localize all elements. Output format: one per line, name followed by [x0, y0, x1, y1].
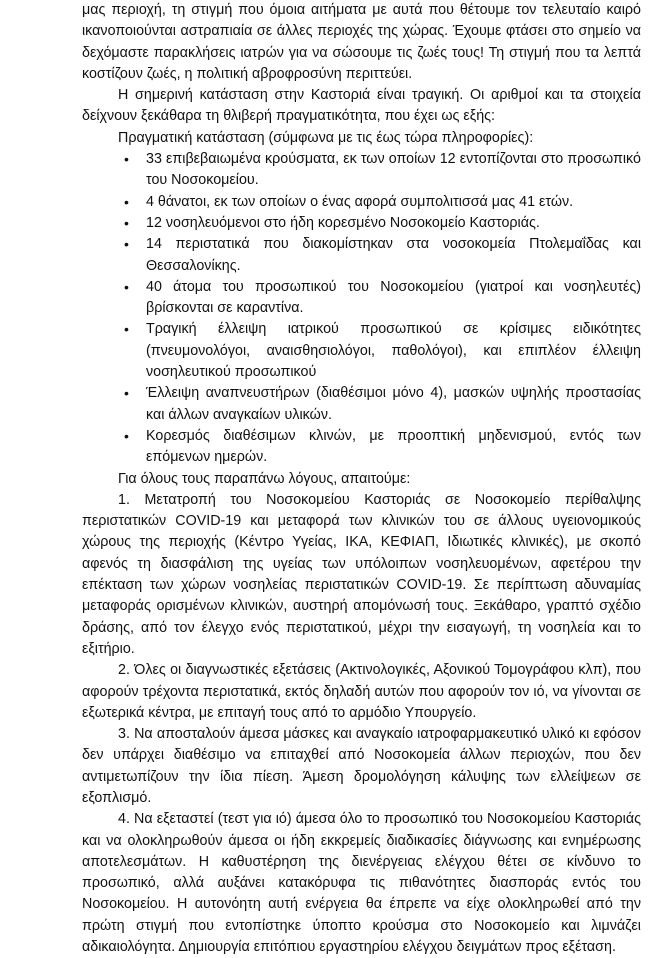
list-item: • 33 επιβεβαιωμένα κρούσματα, εκ των οποίων 12 εντοπίζονται στο προσωπικό του Νοσοκομείου.: [124, 151, 641, 189]
demand-paragraph-2: 2. Όλες οι διαγνωστικές εξετάσεις (Ακτινολογικές, Αξονικού Τομογράφου κλπ), που αφορούν τρέχοντα περιστατικά, εκτός δηλαδή αυτών που αφορούν τον ιό, να γίνονται σε εξωτερικά κέντρα, με επιταγή τους από το αρμόδιο Υπουργείο.: [82, 662, 641, 721]
demands-heading: Για όλους τους παραπάνω λόγους, απαιτούμε:: [118, 470, 411, 487]
list-item: • 40 άτομα του προσωπικού του Νοσοκομείου (γιατροί και νοσηλευτές) βρίσκονται σε καραντίνα.: [124, 278, 641, 317]
list-item: • Κορεσμός διαθέσιμων κλινών, με προοπτική μηδενισμού, εντός των επόμενων ημερών.: [124, 427, 641, 466]
bullet-icon: •: [124, 278, 129, 295]
situation-list: [0, 149, 650, 468]
demand-paragraph-4: 4. Να εξεταστεί (τεστ για ιό) άμεσα όλο το προσωπικό του Νοσοκομείου Καστοριάς και να ολοκληρωθούν άμεσα οι ήδη εκκρεμείς διαδικασίες διάγνωσης και ενημέρωσης αποτελεσμάτων. Η καθυστέρηση της διενέργειας ελέγχου θέτει σε κίνδυνο το προσωπικό, αλλά αυξάνει κατακόρυφα τις πιθανότητες διασποράς εντός του Νοσοκομείου. Η αυτονόητη αυτή ενέργεια θα έπρεπε να είχε ολοκληρωθεί από την πρώτη στιγμή που εντοπίστηκε ύποπτο κρούσμα στο Νοσοκομείο και λιμνάζει αδικαιολόγητα. Δημιουργία επιτόπιου εργαστηρίου ελέγχου δειγμάτων προς εξέταση.: [82, 811, 641, 956]
bullet-icon: •: [124, 193, 129, 210]
list-item: • 14 περιστατικά που διακομίστηκαν στα νοσοκομεία Πτολεμαΐδας και Θεσσαλονίκης.: [124, 236, 641, 274]
bullet-icon: •: [124, 385, 129, 402]
situation-paragraph: Η σημερινή κατάσταση στην Καστοριά είναι τραγική. Οι αριθμοί και τα στοιχεία δείχνουν ξεκάθαρα τη θλιβερή πραγματικότητα, που έχει ως εξής:: [82, 87, 641, 125]
demand-paragraph-1: 1. Μετατροπή του Νοσοκομείου Καστοριάς σε Νοσοκομείο περίθαλψης περιστατικών COVID-19 και μεταφορά των κλινικών του σε άλλους υγειονομικούς χώρους της περιοχής (Κέντρο Υγείας, ΙΚΑ, ΚΕΦΙΑΠ, Ιδιωτικές κλινικές), με σκοπό αφενός τη διασφάλιση της υγείας των υπόλοιπων νοσηλευομένων, αφετέρου την επέκταση των χώρων νοσηλείας περιστατικών COVID-19. Σε περίπτωση αδυναμίας μεταφοράς ορισμένων κλινικών, αυστηρή απομόνωσή τους. Ξεκάθαρο, γραπτό σχέδιο δράσης, από τον έλεγχο ενός περιστατικού, μέχρι την εισαγωγή, τη νοσηλεία και το εξιτήριο.: [82, 491, 641, 657]
bullet-icon: •: [124, 427, 129, 444]
list-item: • Τραγική έλλειψη ιατρικού προσωπικού σε κρίσιμες ειδικότητες (πνευμονολόγοι, αναισθησιολόγοι, παθολόγοι), και επιπλέον έλλειψη νοσηλευτικού προσωπικού: [124, 321, 641, 381]
bullet-icon: •: [124, 236, 129, 253]
list-item: • Έλλειψη αναπνευστήρων (διαθέσιμοι μόνο 4), μασκών υψηλής προστασίας και άλλων αναγκαίων υλικών.: [124, 385, 641, 423]
bullet-icon: •: [124, 151, 129, 168]
demand-paragraph-3: 3. Να αποσταλούν άμεσα μάσκες και αναγκαίο ιατροφαρμακευτικό υλικό κι εφόσον δεν υπάρχει διαθέσιμο να επιταχθεί από Νοσοκομεία άλλων περιοχών, που δεν αντιμετωπίζουν την ίδια πίεση. Άμεση δρομολόγηση κάλυψης των ελλείψεων σε εξοπλισμό.: [82, 726, 641, 806]
situation-heading: Πραγματική κατάσταση (σύμφωνα με τις έως τώρα πληροφορίες):: [118, 129, 534, 146]
list-item: • 4 θάνατοι, εκ των οποίων ο ένας αφορά συμπολιτισσά μας 41 ετών.: [146, 192, 641, 213]
bullet-icon: •: [124, 321, 129, 338]
list-item: • 12 νοσηλευόμενοι στο ήδη κορεσμένο Νοσοκομείο Καστοριάς.: [146, 213, 641, 234]
intro-paragraph: μας περιοχή, τη στιγμή που όμοια αιτήματα με αυτά που θέτουμε τον τελευταίο καιρό ικανοποιούνται αστραπιαία σε άλλες περιοχές της χώρας. Έχουμε φτάσει στο σημείο να δεχόμαστε παρακλήσεις ιατρών για να σώσουμε τις ζωές τους! Τη στιγμή που τα λεπτά κοστίζουν ζωές, η πολιτική αβροφροσύνη περιττεύει.: [82, 2, 641, 82]
bullet-icon: •: [124, 214, 129, 231]
